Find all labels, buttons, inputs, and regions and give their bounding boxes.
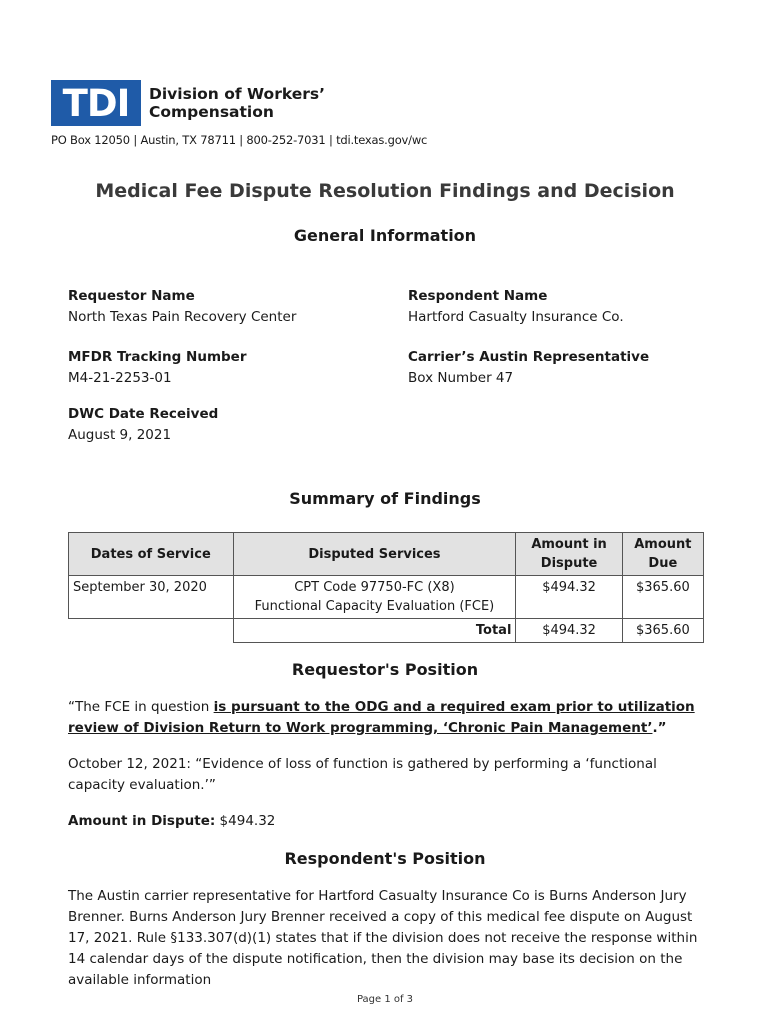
logo-line-1: Division of Workers’: [149, 85, 326, 103]
requestor-position-heading: Requestor's Position: [291, 660, 479, 679]
page-number: Page 1 of 3: [356, 994, 414, 1005]
cell-service-line-2: Functional Capacity Evaluation (FCE): [254, 599, 495, 614]
date-received-value: August 9, 2021: [68, 427, 172, 443]
cell-total-label: Total: [233, 619, 516, 643]
carrier-representative-value: Box Number 47: [408, 370, 514, 386]
date-received-field: [68, 404, 218, 446]
tdi-logo-mark: TDI: [51, 80, 141, 126]
amount-in-dispute-value: $494.32: [215, 813, 276, 829]
tracking-number-value: M4-21-2253-01: [68, 370, 172, 386]
table-header-row: [69, 533, 704, 576]
requestor-second-statement: October 12, 2021: “Evidence of loss of function is gathered by performing a ‘functional capacity evaluation.’”: [68, 756, 657, 793]
tdi-logo: [51, 80, 325, 126]
cell-amount-due: $365.60: [622, 576, 703, 619]
cell-amount-dispute: $494.32: [516, 576, 622, 619]
tracking-number-field: [68, 347, 247, 389]
document-title: Medical Fee Dispute Resolution Findings and Decision: [95, 180, 675, 202]
header-address: PO Box 12050 | Austin, TX 78711 | 800-252-7031 | tdi.texas.gov/wc: [51, 133, 428, 147]
cell-total-dispute: $494.32: [516, 619, 622, 643]
requestor-quote-emphasis: is pursuant to the ODG and a required exam prior to utilization review of Division Return to Work programming, ‘Chronic Pain Management’: [68, 699, 695, 736]
amount-in-dispute-line: [68, 811, 708, 832]
respondent-position-text: The Austin carrier representative for Hartford Casualty Insurance Co is Burns Anderson Jury Brenner. Burns Anderson Jury Brenner received a copy of this medical fee dispute on August 17, 2021. Rule §133.307(d)(1) states that if the division does not receive the response within 14 calendar days of the dispute notification, then the division may base its decision on the available information: [68, 888, 698, 988]
amount-in-dispute-label: Amount in Dispute:: [68, 813, 216, 829]
table-total-row: [69, 619, 704, 643]
requestor-name-label: Requestor Name: [68, 288, 195, 304]
cell-service: [233, 576, 516, 619]
requestor-quote-open: “The FCE in question: [68, 699, 214, 715]
col-amount-in-dispute: Amount in Dispute: [516, 533, 622, 576]
respondent-name-label: Respondent Name: [408, 288, 548, 304]
col-disputed-services: Disputed Services: [233, 533, 516, 576]
summary-heading: Summary of Findings: [289, 489, 481, 508]
respondent-position-heading: Respondent's Position: [284, 849, 486, 868]
tracking-number-label: MFDR Tracking Number: [68, 349, 247, 365]
logo-line-2: Compensation: [149, 103, 274, 121]
cell-total-due: $365.60: [622, 619, 703, 643]
table-row: [69, 576, 704, 619]
requestor-quote-close: .”: [652, 720, 667, 736]
col-dates-of-service: Dates of Service: [69, 533, 234, 576]
carrier-representative-label: Carrier’s Austin Representative: [408, 349, 650, 365]
cell-service-line-1: CPT Code 97750-FC (X8): [294, 580, 455, 595]
respondent-name-value: Hartford Casualty Insurance Co.: [408, 309, 624, 325]
findings-table: [68, 532, 704, 643]
requestor-quote: [68, 697, 708, 739]
cell-date: September 30, 2020: [69, 576, 234, 619]
cell-total-empty: [69, 619, 234, 643]
col-amount-due: Amount Due: [622, 533, 703, 576]
logo-division-name: [149, 85, 325, 121]
date-received-label: DWC Date Received: [68, 406, 219, 422]
respondent-name-field: [408, 286, 624, 328]
general-information-heading: General Information: [293, 226, 477, 245]
requestor-name-field: [68, 286, 296, 328]
requestor-name-value: North Texas Pain Recovery Center: [68, 309, 297, 325]
carrier-representative-field: [408, 347, 649, 389]
